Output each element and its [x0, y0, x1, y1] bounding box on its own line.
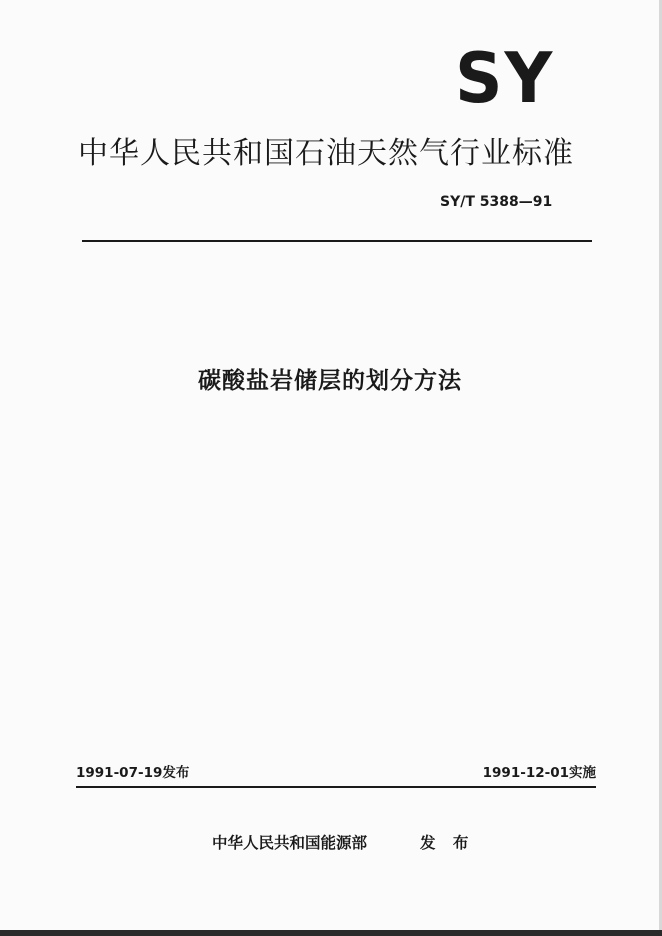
document-title: 碳酸盐岩储层的划分方法	[198, 368, 462, 394]
publish-label: 发 布	[420, 834, 475, 852]
sy-logo: SY	[455, 38, 555, 119]
footer-divider	[76, 786, 596, 788]
standard-category-title: 中华人民共和国石油天然气行业标准	[78, 136, 574, 171]
effective-date: 1991-12-01实施	[482, 765, 596, 781]
standard-code: SY/T 5388—91	[440, 194, 553, 210]
issue-date: 1991-07-19发布	[76, 765, 190, 781]
header-divider	[82, 240, 592, 242]
publisher-name: 中华人民共和国能源部	[212, 834, 368, 852]
scan-edge-bottom	[0, 930, 662, 936]
